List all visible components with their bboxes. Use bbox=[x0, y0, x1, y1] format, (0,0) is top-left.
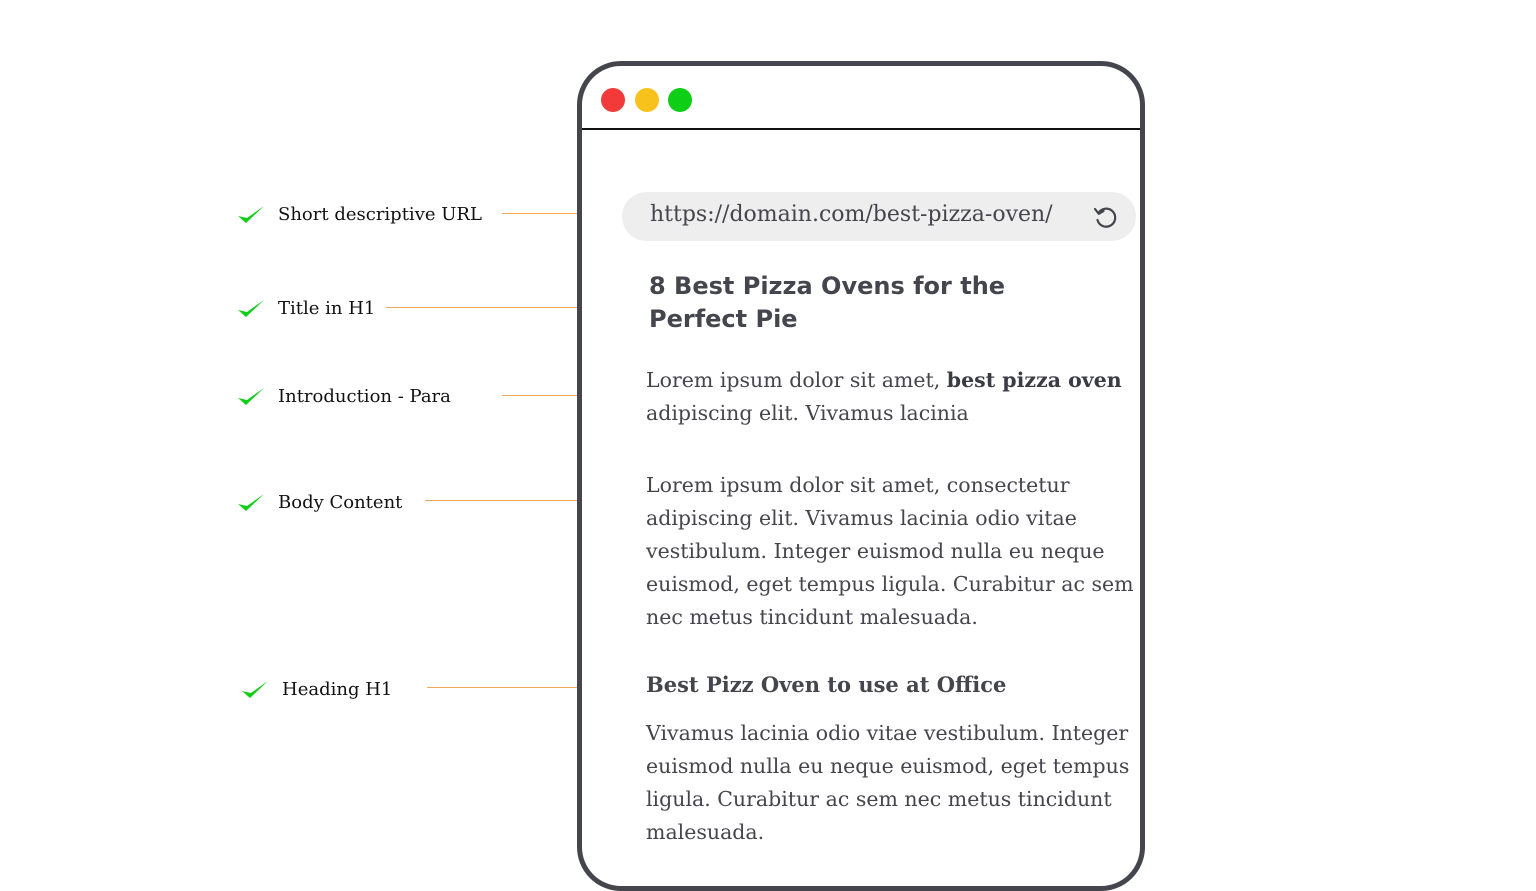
browser-window bbox=[577, 61, 1145, 891]
checkmark-icon bbox=[236, 490, 266, 514]
close-window-button[interactable] bbox=[601, 88, 625, 112]
browser-titlebar bbox=[582, 66, 1140, 130]
checkmark-icon bbox=[236, 384, 266, 408]
annotation-heading bbox=[240, 674, 392, 704]
minimize-window-button[interactable] bbox=[635, 88, 659, 112]
intro-text: Lorem ipsum dolor sit amet, bbox=[646, 368, 947, 392]
checkmark-icon bbox=[240, 677, 270, 701]
address-bar[interactable] bbox=[622, 192, 1136, 241]
annotation-label: Introduction - Para bbox=[278, 385, 451, 407]
annotation-label: Short descriptive URL bbox=[278, 203, 482, 225]
annotation-label: Heading H1 bbox=[282, 678, 393, 700]
body-content-paragraph: Lorem ipsum dolor sit amet, consectetur adipiscing elit. Vivamus lacinia odio vitae vestibulum. Integer euismod nulla eu neque euismod, eget tempus ligula. Curabitur ac sem nec metus tincidunt malesuada. bbox=[646, 473, 1134, 629]
url-text[interactable]: https://domain.com/best-pizza-oven/ bbox=[650, 202, 1053, 227]
reload-icon[interactable] bbox=[1092, 203, 1120, 231]
annotation-intro bbox=[236, 381, 451, 411]
intro-paragraph bbox=[646, 364, 1136, 430]
annotation-body bbox=[236, 487, 402, 517]
annotation-label: Body Content bbox=[278, 491, 403, 513]
section-heading-h1: Best Pizz Oven to use at Office bbox=[646, 672, 1007, 697]
checkmark-icon bbox=[236, 296, 266, 320]
connector-line bbox=[386, 307, 608, 308]
intro-keyword: best pizza oven bbox=[946, 368, 1122, 392]
annotation-title bbox=[236, 293, 375, 323]
annotation-url bbox=[236, 199, 482, 229]
checkmark-icon bbox=[236, 202, 266, 226]
section-body-paragraph: Vivamus lacinia odio vitae vestibulum. Integer euismod nulla eu neque euismod, eget tempus ligula. Curabitur ac sem nec metus tincidunt malesuada. bbox=[646, 721, 1130, 844]
intro-text: adipiscing elit. Vivamus lacinia bbox=[646, 401, 969, 425]
maximize-window-button[interactable] bbox=[668, 88, 692, 112]
annotation-label: Title in H1 bbox=[278, 297, 376, 319]
page-title-h1: 8 Best Pizza Ovens for the Perfect Pie bbox=[649, 272, 1006, 333]
